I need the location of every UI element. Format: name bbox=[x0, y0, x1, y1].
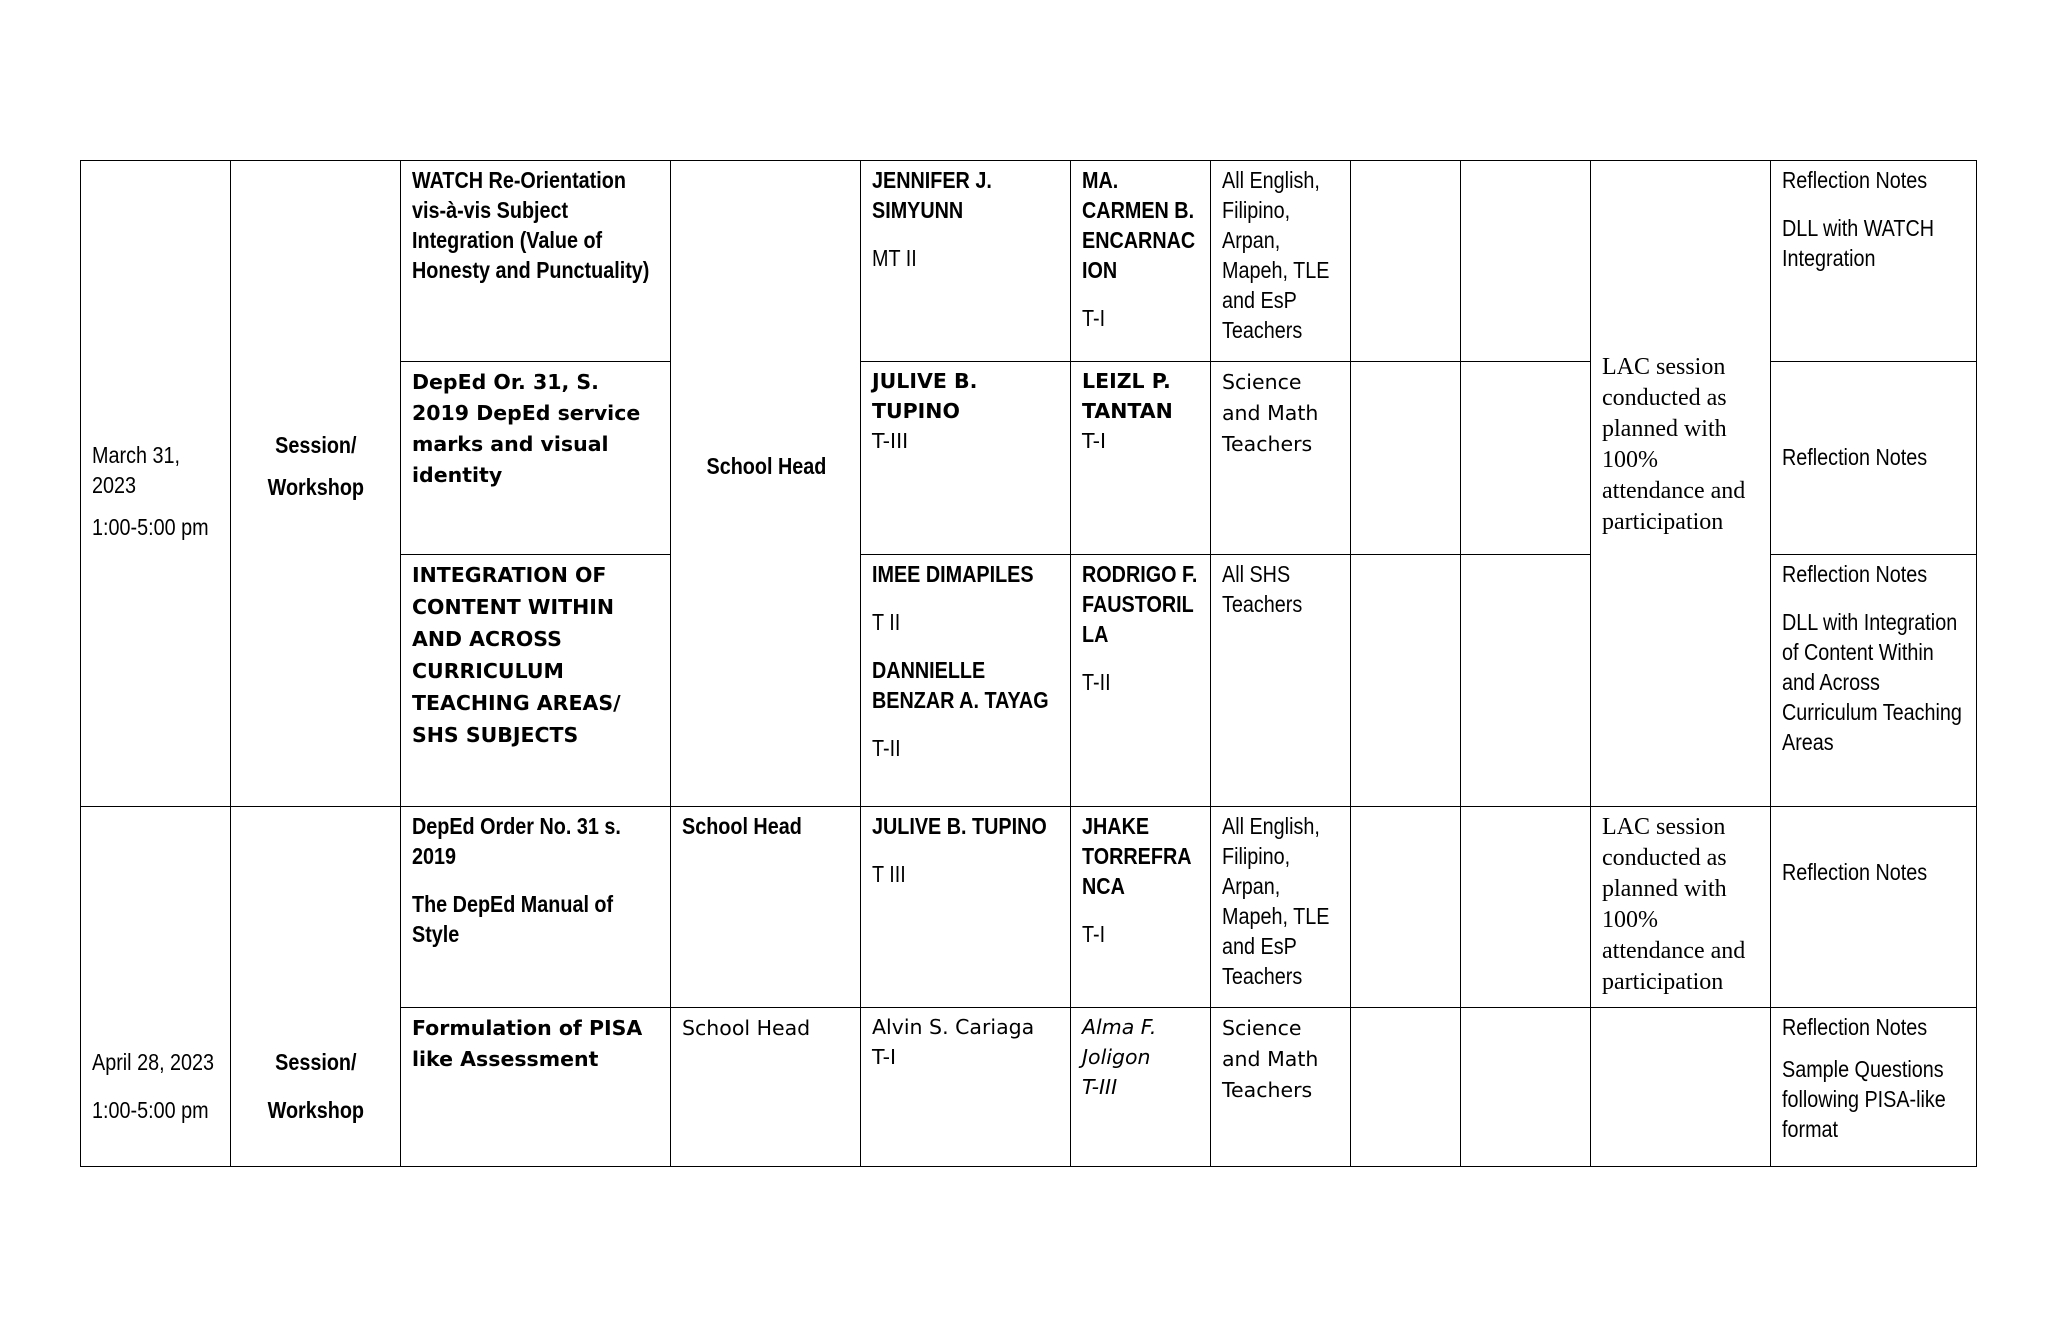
participants-cell bbox=[1211, 1008, 1351, 1167]
speaker-position: T-I bbox=[872, 1045, 897, 1069]
session-date: March 31, 2023 bbox=[92, 441, 180, 498]
empty-cell bbox=[1461, 1008, 1591, 1167]
facilitator-cell bbox=[1071, 1008, 1211, 1167]
responsible-person: School Head bbox=[682, 813, 802, 839]
responsible-cell bbox=[671, 161, 861, 807]
session-time: 1:00-5:00 pm bbox=[92, 1097, 209, 1123]
responsible-cell bbox=[671, 1008, 861, 1167]
facilitator-position: T-II bbox=[1082, 669, 1111, 695]
participants-text: All English, Filipino, Arpan, Mapeh, TLE and EsP Teachers bbox=[1222, 167, 1330, 343]
facilitator-position: T-III bbox=[1082, 1075, 1118, 1099]
mov-title: Reflection Notes bbox=[1782, 167, 1928, 193]
empty-cell bbox=[1591, 1008, 1771, 1167]
empty-cell bbox=[1351, 555, 1461, 807]
modality-label: Session/ bbox=[275, 431, 357, 458]
speaker-position: MT II bbox=[872, 245, 917, 271]
topic-text: The DepEd Manual of Style bbox=[412, 891, 614, 947]
participants-cell bbox=[1211, 807, 1351, 1008]
topic-text: INTEGRATION OF CONTENT WITHIN AND ACROSS CURRICULUM TEACHING AREAS/ SHS SUBJECTS bbox=[412, 563, 621, 747]
mov-title: Reflection Notes bbox=[1782, 561, 1928, 587]
speaker-cell bbox=[861, 807, 1071, 1008]
result-text: LAC session conducted as planned with 100% attendance and participation bbox=[1602, 354, 1746, 535]
facilitator-cell bbox=[1071, 807, 1211, 1008]
speaker-cell bbox=[861, 161, 1071, 362]
speaker-name: IMEE DIMAPILES bbox=[872, 561, 1034, 587]
modality-label: Session/ bbox=[275, 1049, 357, 1075]
topic-cell bbox=[401, 1008, 671, 1167]
empty-cell bbox=[1351, 362, 1461, 555]
empty-cell bbox=[1461, 362, 1591, 555]
speaker-position: T III bbox=[872, 861, 906, 887]
speaker-position: T-III bbox=[872, 429, 909, 453]
modality-cell bbox=[231, 807, 401, 1167]
empty-cell bbox=[1351, 1008, 1461, 1167]
topic-text: Formulation of PISA like Assessment bbox=[412, 1016, 643, 1071]
topic-cell bbox=[401, 807, 671, 1008]
modality-label: Workshop bbox=[267, 1097, 365, 1123]
speaker-position: T II bbox=[872, 609, 901, 635]
facilitator-position: T-I bbox=[1082, 305, 1106, 331]
mov-cell bbox=[1771, 555, 1977, 807]
lac-plan-table bbox=[80, 160, 1977, 1167]
mov-cell bbox=[1771, 807, 1977, 1008]
mov-title: Reflection Notes bbox=[1782, 1014, 1928, 1040]
topic-cell bbox=[401, 362, 671, 555]
mov-detail: Sample Questions following PISA-like format bbox=[1782, 1056, 1946, 1142]
speaker-name: JULIVE B. TUPINO bbox=[872, 813, 1047, 839]
speaker-cell bbox=[861, 555, 1071, 807]
topic-cell bbox=[401, 555, 671, 807]
speaker-cell bbox=[861, 1008, 1071, 1167]
mov-title: Reflection Notes bbox=[1782, 444, 1928, 470]
speaker-name: Alvin S. Cariaga bbox=[872, 1015, 1035, 1039]
facilitator-name: LEIZL P. TANTAN bbox=[1082, 369, 1173, 423]
mov-detail: DLL with Integration of Content Within and Across Curriculum Teaching Areas bbox=[1782, 609, 1962, 755]
topic-text: DepEd Or. 31, S. 2019 DepEd service marks and visual identity bbox=[412, 370, 641, 487]
session-time: 1:00-5:00 pm bbox=[92, 513, 209, 540]
facilitator-name: Alma F. Joligon bbox=[1082, 1015, 1157, 1069]
participants-cell bbox=[1211, 161, 1351, 362]
responsible-person: School Head bbox=[706, 452, 826, 479]
result-text: LAC session conducted as planned with 100% attendance and participation bbox=[1602, 814, 1746, 995]
facilitator-name: MA. CARMEN B. ENCARNAC ION bbox=[1082, 167, 1196, 283]
session-date: April 28, 2023 bbox=[92, 1049, 215, 1075]
empty-cell bbox=[1351, 807, 1461, 1008]
mov-cell bbox=[1771, 161, 1977, 362]
speaker-name: JENNIFER J. SIMYUNN bbox=[872, 167, 992, 223]
speaker-position: T-II bbox=[872, 735, 901, 761]
mov-detail: DLL with WATCH Integration bbox=[1782, 215, 1935, 271]
mov-cell bbox=[1771, 362, 1977, 555]
topic-text: DepEd Order No. 31 s. 2019 bbox=[412, 813, 621, 869]
empty-cell bbox=[1461, 807, 1591, 1008]
speaker-name: DANNIELLE BENZAR A. TAYAG bbox=[872, 657, 1049, 713]
facilitator-cell bbox=[1071, 555, 1211, 807]
responsible-person: School Head bbox=[682, 1016, 811, 1040]
mov-cell bbox=[1771, 1008, 1977, 1167]
result-cell bbox=[1591, 807, 1771, 1008]
facilitator-cell bbox=[1071, 161, 1211, 362]
participants-text: All English, Filipino, Arpan, Mapeh, TLE and EsP Teachers bbox=[1222, 813, 1330, 989]
facilitator-position: T-I bbox=[1082, 921, 1106, 947]
facilitator-name: RODRIGO F. FAUSTORIL LA bbox=[1082, 561, 1198, 647]
topic-cell bbox=[401, 161, 671, 362]
mov-title: Reflection Notes bbox=[1782, 859, 1928, 885]
topic-text: WATCH Re-Orientation vis-à-vis Subject Integration (Value of Honesty and Punctuality) bbox=[412, 167, 650, 283]
modality-label: Workshop bbox=[267, 473, 365, 500]
empty-cell bbox=[1351, 161, 1461, 362]
empty-cell bbox=[1461, 161, 1591, 362]
participants-text: Science and Math Teachers bbox=[1222, 1016, 1319, 1102]
facilitator-name: JHAKE TORREFRA NCA bbox=[1082, 813, 1191, 899]
facilitator-position: T-I bbox=[1082, 429, 1107, 453]
table-row bbox=[81, 161, 1977, 362]
participants-cell bbox=[1211, 555, 1351, 807]
participants-text: Science and Math Teachers bbox=[1222, 370, 1319, 456]
date-cell bbox=[81, 161, 231, 807]
speaker-name: JULIVE B. TUPINO bbox=[872, 369, 978, 423]
responsible-cell bbox=[671, 807, 861, 1008]
participants-text: All SHS Teachers bbox=[1222, 561, 1303, 617]
modality-cell bbox=[231, 161, 401, 807]
participants-cell bbox=[1211, 362, 1351, 555]
speaker-cell bbox=[861, 362, 1071, 555]
date-cell bbox=[81, 807, 231, 1167]
empty-cell bbox=[1461, 555, 1591, 807]
table-row bbox=[81, 807, 1977, 1008]
result-cell bbox=[1591, 161, 1771, 807]
facilitator-cell bbox=[1071, 362, 1211, 555]
